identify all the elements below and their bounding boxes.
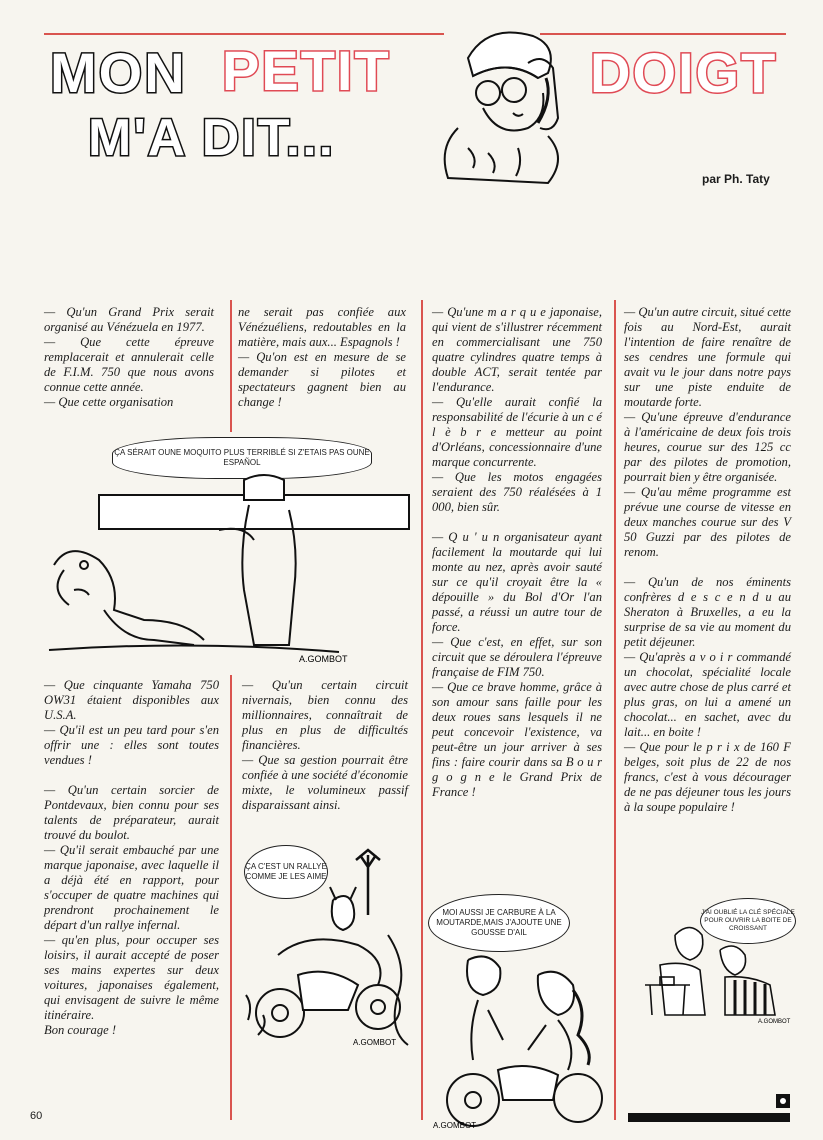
speech-bubble-mustard: MOI AUSSI JE CARBURE À LA MOUTARDE,MAIS J'AJOUTE UNE GOUSSE D'AIL <box>428 894 570 952</box>
paragraph: — Q u ' u n organisateur ayant facilement la moutarde qui lui monte au nez, après avoir sauté sur ce qu'il croyait être la « dépouille » du Bol d'Or l'an passé, a réussi un autre tour de force. <box>432 530 602 634</box>
header-rule-left <box>44 33 444 35</box>
signature-2: A.GOMBOT <box>353 1038 397 1047</box>
signature-4: A.GOMBOT <box>758 1019 791 1025</box>
signature-3: A.GOMBOT <box>433 1121 477 1130</box>
paragraph: — Qu'elle aurait confié la responsabilité de l'écurie à un c é l è b r e metteur au point d'Orléans, concessionnaire d'une marque concurrente. <box>432 395 602 469</box>
paragraph: — Que cette organisation <box>44 395 174 409</box>
paragraph: — Qu'au même programme est prévue une course de vitesse en deux manches courue sur des V 50 Guzzi par des pilotes de renom. <box>624 485 791 559</box>
paragraph: — Que les motos engagées seraient des 750 réalésées à 1 000, bien sûr. <box>432 470 602 514</box>
spaniard-log-illustration <box>44 470 416 670</box>
signature-1: A.GOMBOT <box>299 654 348 664</box>
column-2-bottom <box>242 678 408 813</box>
column-divider-2 <box>421 300 423 1120</box>
byline: par Ph. Taty <box>702 172 770 186</box>
paragraph: — Qu'après a v o i r commandé un chocolat, spécialité locale avec autre chose de plus carré et plus gras, on lui a amené un chocolat... en sachet, avec du lait... en boite ! <box>624 650 791 739</box>
paragraph: Bon courage ! <box>44 1023 117 1037</box>
paragraph: — Que sa gestion pourrait être confiée à une société d'économie mixte, le volumineux passif disparaissant ainsi. <box>242 753 408 812</box>
paragraph: — Qu'un de nos éminents confrères d e s c e n d u au Sheraton à Bruxelles, a eu la surprise de sa vie au moment du petit déjeuner. <box>624 575 791 649</box>
paragraph: — Que ce brave homme, grâce à son amour sans faille pour les deux roues sans lesquels il ne peut concevoir l'existence, va peut-être un jour arriver à ses fins : faire courir dans sa B o u r g o g n e le Grand Prix de France ! <box>432 680 602 799</box>
title-word-petit: PETIT <box>222 39 391 102</box>
speech-bubble-breakfast: J'AI OUBLIÉ LA CLÉ SPÉCIALE POUR OUVRIR LA BOITE DE CROISSANT <box>700 898 796 944</box>
paragraph: ne serait pas confiée aux Vénézuéliens, redoutables en la matière, mais aux... Espagnols ! <box>238 305 406 349</box>
title-line-2: M'A DIT... <box>88 109 336 167</box>
paragraph: — Qu'un certain sorcier de Pontdevaux, bien connu pour ses talents de préparateur, aurait trouvé du boulot. <box>44 783 219 842</box>
paragraph: — Qu'un Grand Prix serait organisé au Vénézuela en 1977. <box>44 305 214 334</box>
devil-motorcycle-illustration <box>238 845 414 1055</box>
paragraph: — qu'en plus, pour occuper ses loisirs, il aurait accepté de poser ses mains expertes sur deux voitures, japonaises également, qui envisagent de suivre le même itinéraire. <box>44 933 219 1022</box>
speech-bubble-spaniard: ÇA SÉRAIT OUNE MOQUITO PLUS TERRIBLÉ SI Z'ETAIS PAS OUNE ESPAÑOL <box>112 437 372 479</box>
paragraph: — Qu'un autre circuit, situé cette fois au Nord-Est, aurait l'intention de faire renaître de ses cendres une formule qui avait vu le jour dans notre pays sur une piste enduite de moutarde forte. <box>624 305 791 409</box>
mustard-riders-illustration <box>428 950 612 1130</box>
paragraph: — Que c'est, en effet, sur son circuit que se déroulera l'épreuve française de FIM 750. <box>432 635 602 679</box>
paragraph: — Qu'un certain circuit nivernais, bien connu des millionnaires, connaîtrait de plus en plus de difficultés financières. <box>242 678 408 752</box>
footer-bar <box>628 1113 790 1122</box>
column-3 <box>432 305 602 800</box>
column-divider-3 <box>614 300 616 1120</box>
paragraph: — Qu'on est en mesure de se demander si pilotes et spectateurs gagnent bien au change ! <box>238 350 406 409</box>
speech-bubble-devil: ÇA C'EST UN RALLYE COMME JE LES AIME <box>244 845 328 899</box>
column-divider-1 <box>230 300 232 432</box>
paragraph: — Que cette épreuve remplacerait et annulerait celle de F.I.M. 750 que nous avons connue cette année. <box>44 335 214 394</box>
paragraph: — Que pour le p r i x de 160 F belges, soit plus de 22 de nos francs, c'est à vous décourager de ne pas déjeuner tous les jours à la soupe populaire ! <box>624 740 791 814</box>
title-word-doigt: DOIGT <box>590 41 778 104</box>
column-1-top <box>44 305 214 410</box>
paragraph: — Qu'une m a r q u e japonaise, qui vient de s'illustrer récemment en commercialisant une 750 quatre cylindres quatre temps à double ACT, serait tentée par l'endurance. <box>432 305 602 394</box>
end-of-article-icon <box>776 1094 790 1108</box>
title-word-mon: MON <box>50 41 187 104</box>
paragraph: — Qu'il est un peu tard pour s'en offrir une : elles sont toutes vendues ! <box>44 723 219 767</box>
column-2-top <box>238 305 406 410</box>
breakfast-waiter-illustration <box>640 915 800 1027</box>
paragraph: — Qu'une épreuve d'endurance à l'américaine de deux fois trois heures, courue sur des 125 cc par des pilotes de promotion, pourrait bien y être organisée. <box>624 410 791 484</box>
column-divider-1b <box>230 675 232 1120</box>
rider-helmet-illustration <box>428 18 598 193</box>
paragraph: — Qu'il serait embauché par une marque japonaise, avec laquelle il a déjà été en rapport, pour s'occuper de quatre machines qui prendront prochainement le départ d'un rallye infernal. <box>44 843 219 932</box>
column-4 <box>624 305 791 815</box>
column-1-bottom <box>44 678 219 1038</box>
paragraph: — Que cinquante Yamaha 750 OW31 étaient disponibles aux U.S.A. <box>44 678 219 722</box>
page-number: 60 <box>30 1110 43 1122</box>
